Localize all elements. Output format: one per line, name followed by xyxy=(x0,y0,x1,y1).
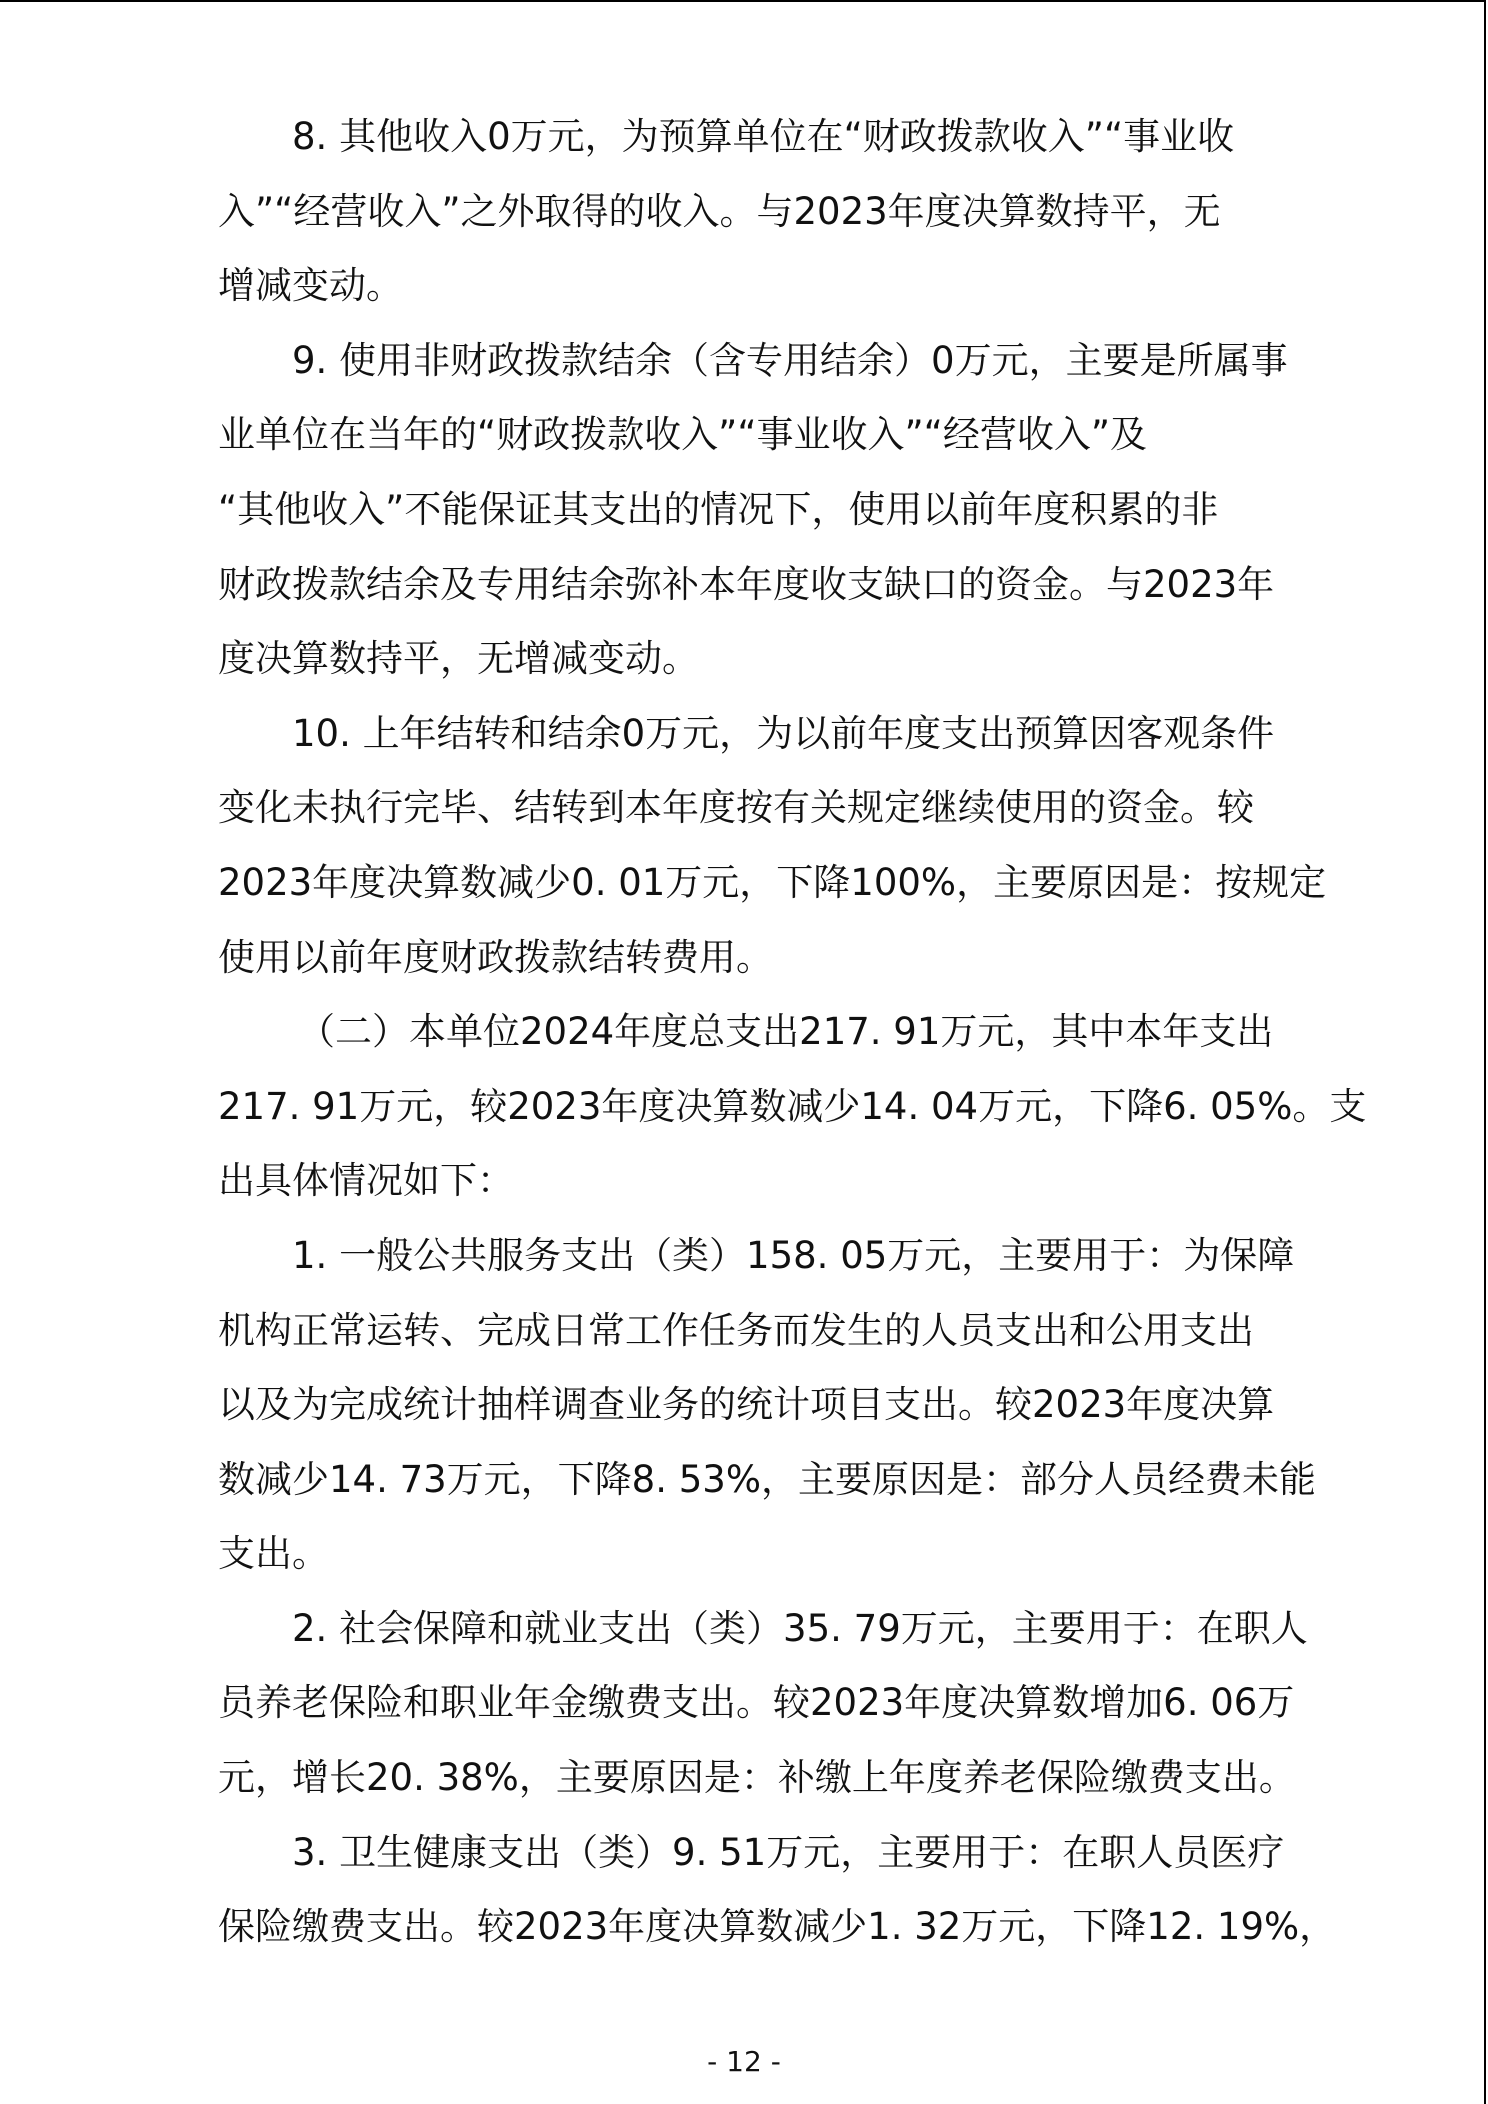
paragraph-total-expenditure xyxy=(218,995,1367,1219)
text-line: 支出。 xyxy=(218,1532,329,1576)
paragraph-carryover xyxy=(218,697,1327,995)
text-line: 出具体情况如下： xyxy=(218,1159,514,1203)
text-line: 增减变动。 xyxy=(218,264,403,308)
paragraph-other-income xyxy=(218,100,1288,324)
text-line: 变化未执行完毕、结转到本年度按有关规定继续使用的资金。较 xyxy=(218,786,1254,830)
paragraph-non-fiscal-balance xyxy=(218,324,1288,697)
text-line: （二）本单位2024年度总支出217. 91万元，其中本年支出 xyxy=(298,1010,1274,1054)
text-line: 使用以前年度财政拨款结转费用。 xyxy=(218,935,773,979)
text-line: 2. 社会保障和就业支出（类）35. 79万元，主要用于：在职人 xyxy=(292,1606,1308,1650)
page-number: - 12 - xyxy=(707,2045,781,2078)
text-line: 元，增长20. 38%，主要原因是：补缴上年度养老保险缴费支出。 xyxy=(218,1756,1296,1800)
paragraph-health xyxy=(218,1816,1337,1965)
text-line: 保险缴费支出。较2023年度决算数减少1. 32万元，下降12. 19%， xyxy=(218,1905,1337,1949)
text-line: 入”“经营收入”之外取得的收入。与2023年度决算数持平，无 xyxy=(218,189,1221,233)
text-line: 业单位在当年的“财政拨款收入”“事业收入”“经营收入”及 xyxy=(218,413,1148,457)
text-line: 以及为完成统计抽样调查业务的统计项目支出。较2023年度决算 xyxy=(218,1383,1275,1427)
text-line: 员养老保险和职业年金缴费支出。较2023年度决算数增加6. 06万 xyxy=(218,1681,1295,1725)
text-line: 10. 上年结转和结余0万元，为以前年度支出预算因客观条件 xyxy=(292,711,1275,755)
paragraph-public-services xyxy=(218,1219,1316,1592)
text-line: “其他收入”不能保证其支出的情况下，使用以前年度积累的非 xyxy=(218,487,1219,531)
text-line: 217. 91万元，较2023年度决算数减少14. 04万元，下降6. 05%。支 xyxy=(218,1084,1367,1128)
text-line: 1. 一般公共服务支出（类）158. 05万元，主要用于：为保障 xyxy=(292,1233,1295,1277)
text-line: 3. 卫生健康支出（类）9. 51万元，主要用于：在职人员医疗 xyxy=(292,1830,1285,1874)
text-line: 2023年度决算数减少0. 01万元，下降100%，主要原因是：按规定 xyxy=(218,860,1327,904)
text-line: 9. 使用非财政拨款结余（含专用结余）0万元，主要是所属事 xyxy=(292,338,1288,382)
text-line: 数减少14. 73万元，下降8. 53%，主要原因是：部分人员经费未能 xyxy=(218,1457,1316,1501)
text-line: 8. 其他收入0万元，为预算单位在“财政拨款收入”“事业收 xyxy=(292,115,1235,158)
paragraph-social-security xyxy=(218,1592,1308,1816)
document-body xyxy=(218,100,1367,1965)
text-line: 机构正常运转、完成日常工作任务而发生的人员支出和公用支出 xyxy=(218,1308,1254,1352)
text-line: 度决算数持平，无增减变动。 xyxy=(218,637,699,681)
text-line: 财政拨款结余及专用结余弥补本年度收支缺口的资金。与2023年 xyxy=(218,562,1275,606)
